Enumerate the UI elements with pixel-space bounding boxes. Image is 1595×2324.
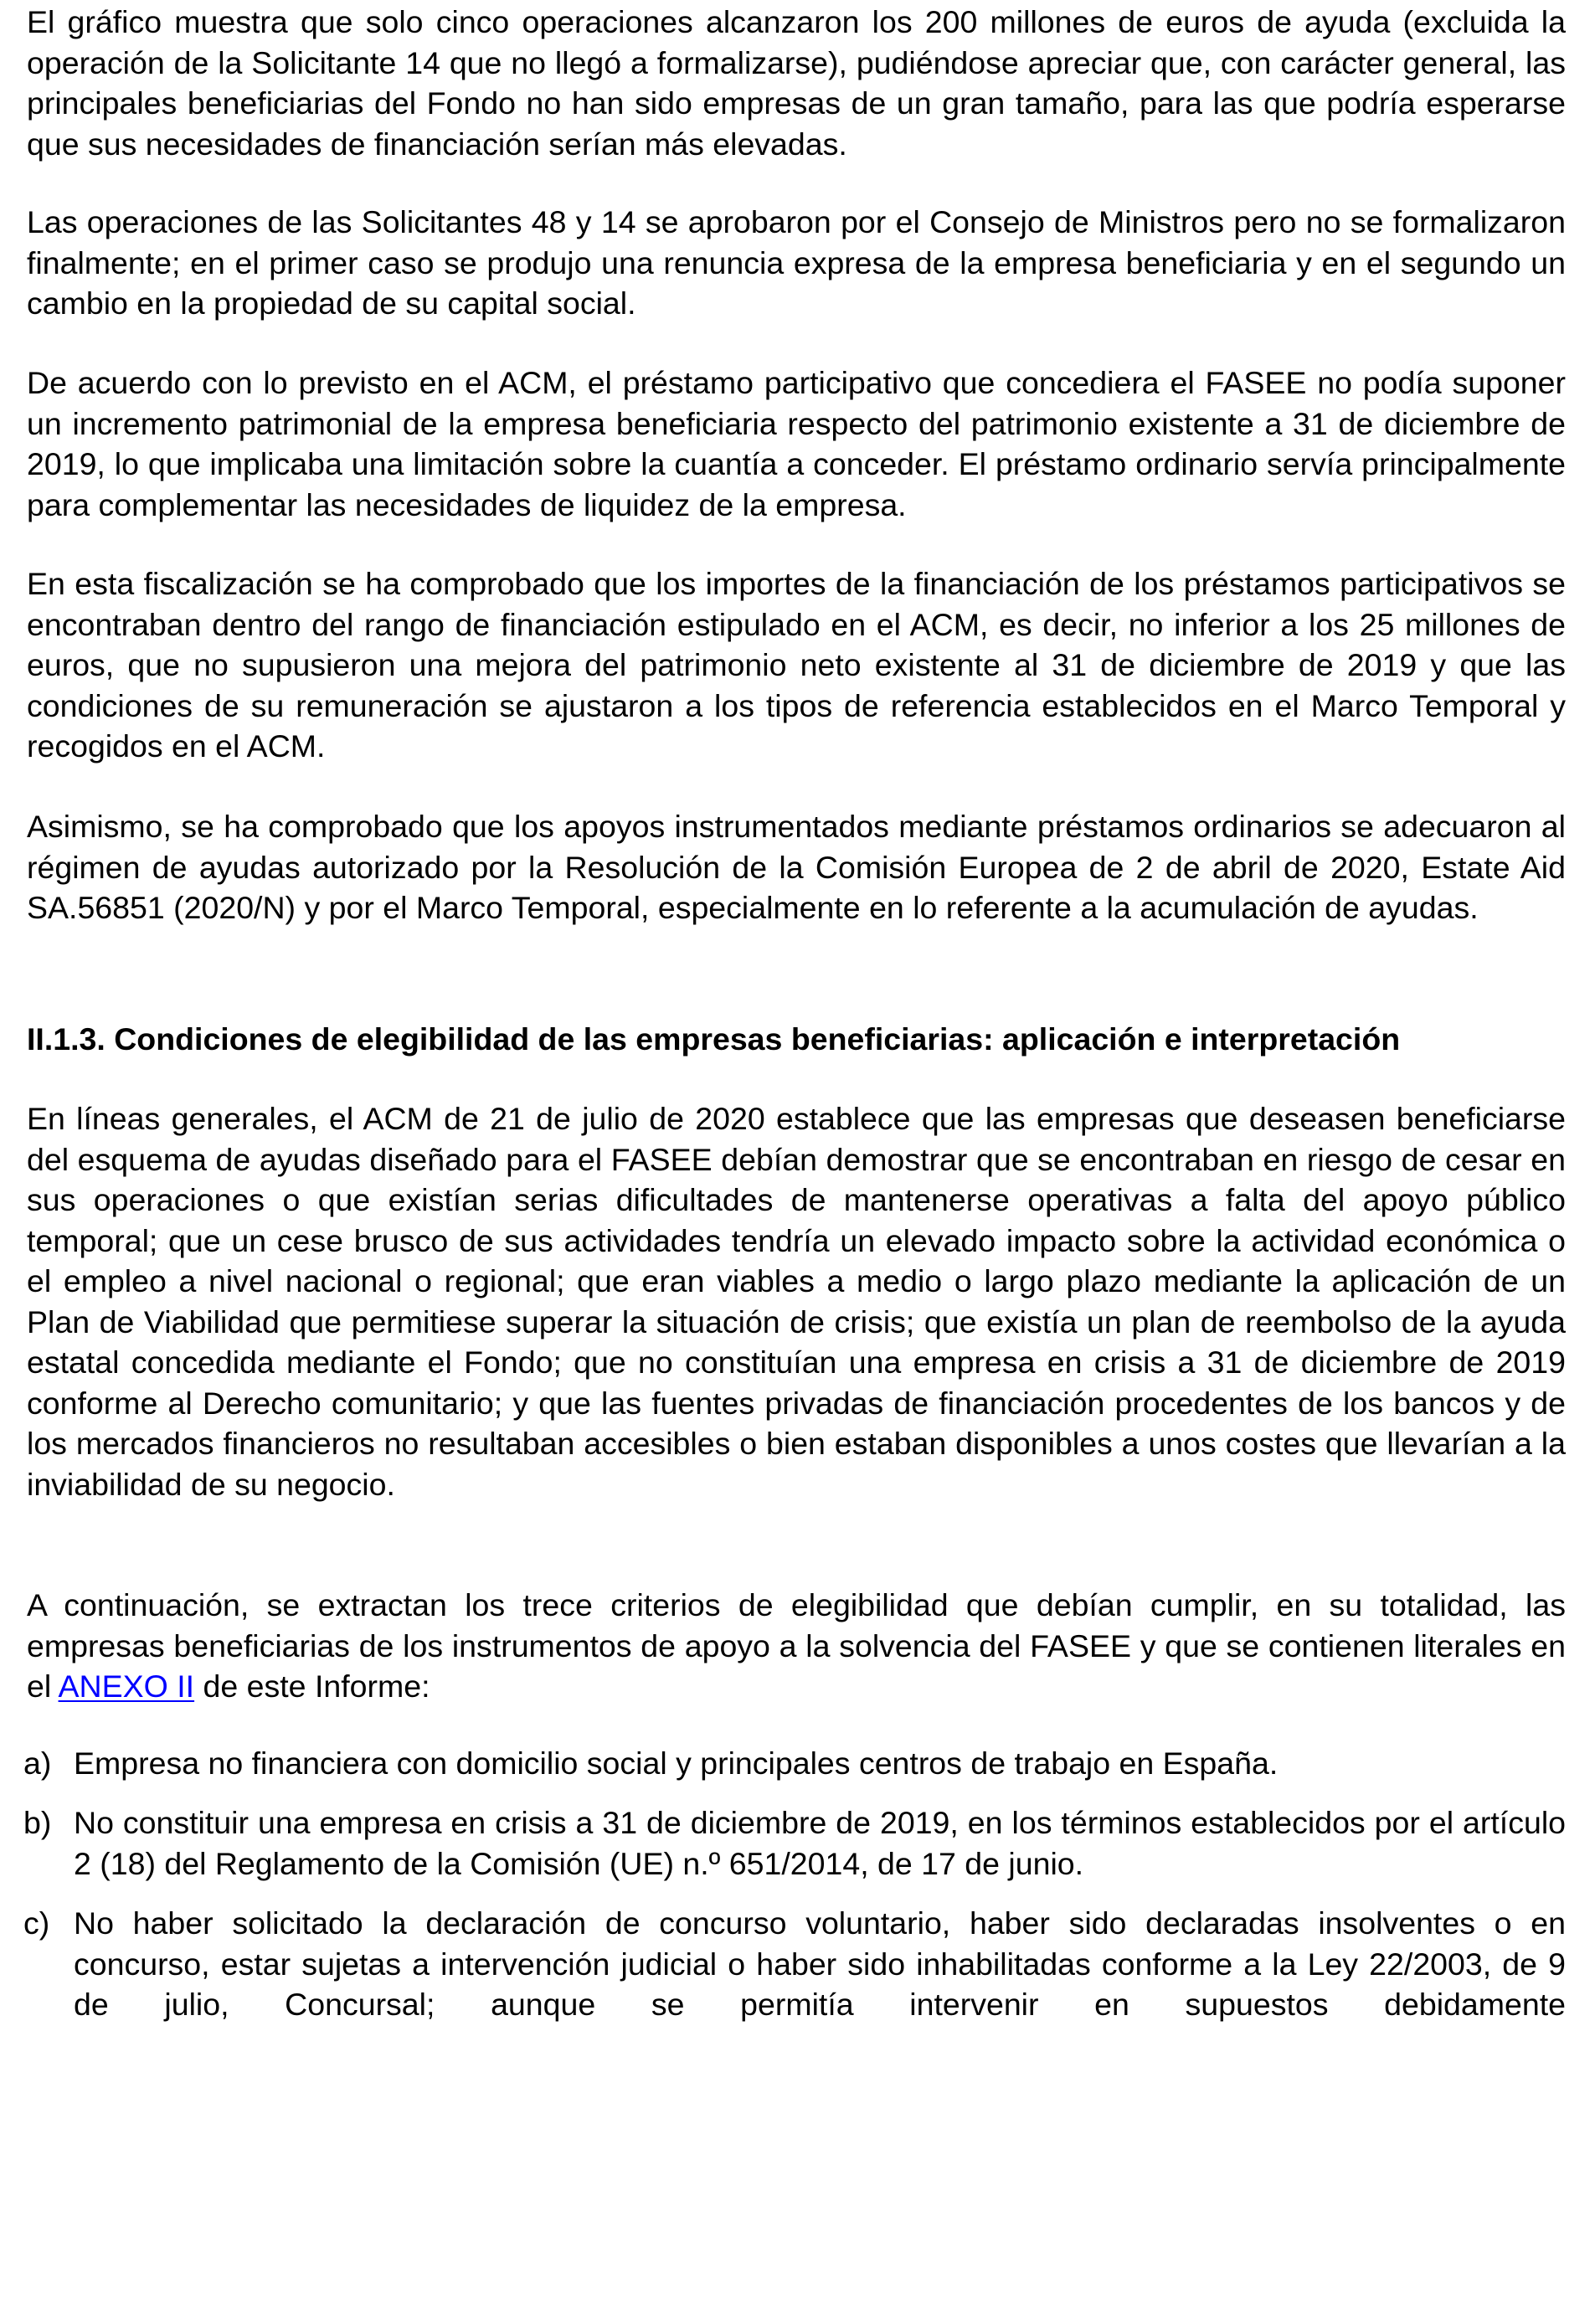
list-item-text: No constituir una empresa en crisis a 31 de diciembre de 2019, en los términos establecidos por el artículo 2 (18) del Reglamento de la Comisión (UE) n.º 651/2014, de 17 de junio.: [74, 1805, 1566, 1881]
paragraph-criteria-intro: [27, 1585, 1566, 1707]
list-marker: c): [23, 1905, 50, 1941]
section-heading: II.1.3. Condiciones de elegibilidad de las empresas beneficiarias: aplicación e interpretación: [27, 1021, 1401, 1057]
list-item-c: [23, 1903, 1566, 2025]
paragraph-ordinary-loans: Asimismo, se ha comprobado que los apoyos instrumentados mediante préstamos ordinarios se adecuaron al régimen de ayudas autorizado por la Resolución de la Comisión Europea de 2 de abril de 2020, Estate Aid SA.56851 (2020/N) y por el Marco Temporal, especialmente en lo referente a la acumulación de ayudas.: [27, 809, 1566, 925]
paragraph-participative-loan: De acuerdo con lo previsto en el ACM, el préstamo participativo que concediera el FASEE no podía suponer un incremento patrimonial de la empresa beneficiaria respecto del patrimonio existente a 31 de diciembre de 2019, lo que implicaba una limitación sobre la cuantía a conceder. El préstamo ordinario servía principalmente para complementar las necesidades de liquidez de la empresa.: [27, 365, 1566, 522]
list-item-text: Empresa no financiera con domicilio social y principales centros de trabajo en España.: [74, 1746, 1279, 1781]
list-marker: a): [23, 1746, 52, 1781]
paragraph-eligibility-overview: En líneas generales, el ACM de 21 de julio de 2020 establece que las empresas que deseasen beneficiarse del esquema de ayudas diseñado para el FASEE debían demostrar que se encontraban en riesgo de cesar en sus operaciones o que existían serias dificultades de mantenerse operativas a falta del apoyo público temporal; que un cese brusco de sus actividades tendría un elevado impacto sobre la actividad económica o el empleo a nivel nacional o regional; que eran viables a medio o largo plazo mediante la aplicación de un Plan de Viabilidad que permitiese superar la situación de crisis; que existía un plan de reembolso de la ayuda estatal concedida mediante el Fondo; que no constituían una empresa en crisis a 31 de diciembre de 2019 conforme al Derecho comunitario; y que las fuentes privadas de financiación procedentes de los bancos y de los mercados financieros no resultaban accesibles o bien estaban disponibles a unos costes que llevarían a la inviabilidad de su negocio.: [27, 1101, 1566, 1502]
list-marker: b): [23, 1805, 52, 1840]
list-item-b: [23, 1802, 1566, 1884]
list-item-text: No haber solicitado la declaración de concurso voluntario, haber sido declaradas insolventes o en concurso, estar sujetas a intervención judicial o haber sido inhabilitadas conforme a la Ley 22/2003, de 9 de julio, Concursal; aunque se permitía intervenir en supuestos debidamente: [74, 1905, 1566, 2022]
paragraph-chart-summary: El gráfico muestra que solo cinco operaciones alcanzaron los 200 millones de euros de ayuda (excluida la operación de la Solicitante 14 que no llegó a formalizarse), pudiéndose apreciar que, con carácter general, las principales beneficiarias del Fondo no han sido empresas de un gran tamaño, para las que podría esperarse que sus necesidades de financiación serían más elevadas.: [27, 4, 1566, 162]
criteria-intro-tail: de este Informe:: [194, 1668, 430, 1704]
paragraph-unformalized-operations: Las operaciones de las Solicitantes 48 y 14 se aprobaron por el Consejo de Ministros pero no se formalizaron finalmente; en el primer caso se produjo una renuncia expresa de la empresa beneficiaria y en el segundo un cambio en la propiedad de su capital social.: [27, 204, 1566, 321]
criteria-intro-text: A continuación, se extractan los trece criterios de elegibilidad que debían cumplir, en su totalidad, las empresas beneficiarias de los instrumentos de apoyo a la solvencia del FASEE y que se contienen literales en el: [27, 1587, 1566, 1704]
anexo-ii-link[interactable]: ANEXO II: [58, 1668, 195, 1704]
list-item-a: [23, 1743, 1566, 1784]
paragraph-audit-findings: En esta fiscalización se ha comprobado que los importes de la financiación de los préstamos participativos se encontraban dentro del rango de financiación estipulado en el ACM, es decir, no inferior a los 25 millones de euros, que no supusieron una mejora del patrimonio neto existente al 31 de diciembre de 2019 y que las condiciones de su remuneración se ajustaron a los tipos de referencia establecidos en el Marco Temporal y recogidos en el ACM.: [27, 566, 1566, 764]
